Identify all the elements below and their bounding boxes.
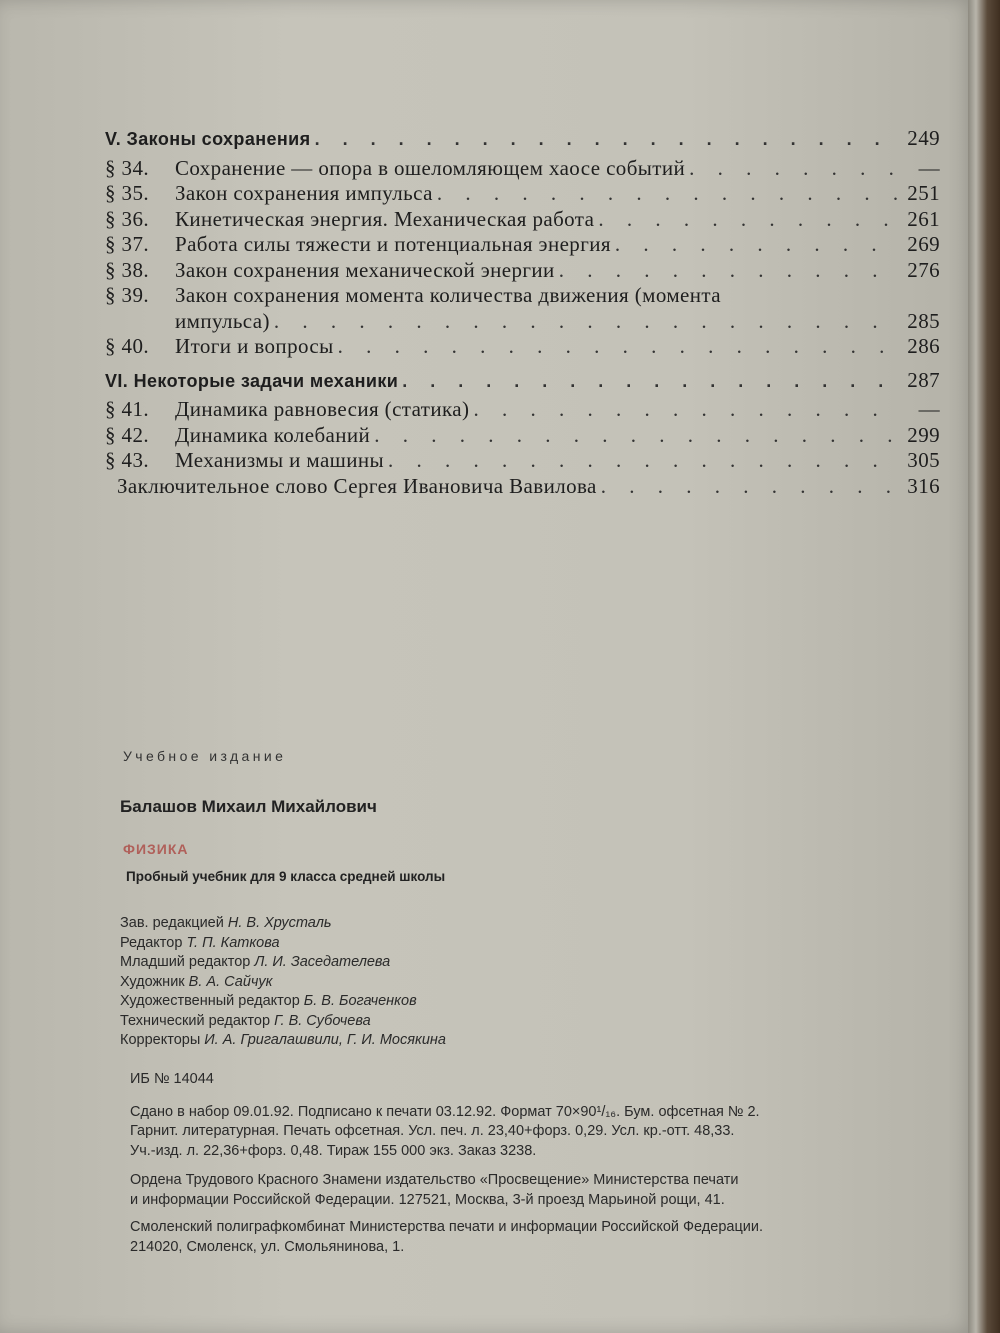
toc-entry-title: Закон сохранения импульса xyxy=(175,181,433,205)
toc-entry-title: Итоги и вопросы xyxy=(175,334,334,358)
credit-name: В. А. Сайчук xyxy=(188,973,273,990)
toc-page-number: 287 xyxy=(907,367,940,392)
dot-leader xyxy=(274,309,900,335)
credit-name: Г. В. Субочева xyxy=(274,1012,371,1029)
print-details-line: Сдано в набор 09.01.92. Подписано к печати 03.12.92. Формат 70×90¹/₁₆. Бум. офсетная № 2. xyxy=(130,1103,760,1120)
dot-leader xyxy=(338,334,900,360)
dot-leader xyxy=(559,258,900,284)
credit-name: Н. В. Хрусталь xyxy=(227,915,332,931)
toc-part-heading xyxy=(105,368,940,395)
dot-leader xyxy=(374,423,900,449)
section-number: § 38. xyxy=(105,257,149,282)
section-number: § 42. xyxy=(105,422,149,447)
credit-line xyxy=(120,914,900,934)
print-details xyxy=(130,1103,900,1162)
toc-entry xyxy=(105,474,940,500)
toc-entry-title: Работа силы тяжести и потенциальная энергия xyxy=(175,232,611,256)
toc-entry-title: Динамика колебаний xyxy=(175,422,371,447)
dot-leader xyxy=(388,448,900,474)
credit-role: Младший редактор xyxy=(120,954,251,970)
staff-credits xyxy=(120,914,900,1051)
credit-line xyxy=(120,1031,900,1051)
dot-leader xyxy=(689,156,900,182)
credit-role: Технический редактор xyxy=(120,1012,271,1029)
credit-name: Б. В. Богаченков xyxy=(303,993,417,1009)
toc-page-number: 269 xyxy=(907,232,940,256)
toc-part-heading xyxy=(105,126,940,153)
section-number: § 39. xyxy=(105,283,149,307)
toc-entry-title: Механизмы и машины xyxy=(175,448,385,472)
section-number: § 37. xyxy=(105,232,149,256)
section-number: § 36. xyxy=(105,206,149,231)
toc-entry xyxy=(105,156,940,182)
toc-page-number: 286 xyxy=(907,334,940,358)
toc-page-number: 316 xyxy=(907,473,940,498)
toc-entry xyxy=(105,334,940,360)
section-number: § 35. xyxy=(105,181,149,205)
toc-page-number: — xyxy=(918,397,940,421)
publisher-info xyxy=(130,1171,900,1210)
toc-entry-title: Сохранение — опора в ошеломляющем хаосе событий xyxy=(175,155,686,180)
credit-role: Зав. редакцией xyxy=(120,915,224,931)
dot-leader xyxy=(437,181,900,207)
toc-part-title: V. Законы сохранения xyxy=(105,129,311,149)
toc-entry xyxy=(105,397,940,423)
publisher-line: Ордена Трудового Красного Знамени издательство «Просвещение» Министерства печати xyxy=(130,1172,739,1188)
credit-line xyxy=(120,1012,900,1032)
toc-page-number: 261 xyxy=(907,206,940,231)
toc-page-number: 299 xyxy=(907,422,940,447)
credit-name: Т. П. Каткова xyxy=(186,934,280,951)
toc-page-number: — xyxy=(918,155,940,180)
publisher-line: и информации Российской Федерации. 127521, Москва, 3-й проезд Марьиной рощи, 41. xyxy=(130,1191,725,1208)
section-number: § 34. xyxy=(105,155,149,180)
section-number: § 40. xyxy=(105,334,149,358)
edition-type: Учебное издание xyxy=(123,748,287,764)
toc-entry xyxy=(105,181,940,207)
toc-page-number: 285 xyxy=(907,308,940,333)
credit-name: Л. И. Заседателева xyxy=(254,954,391,970)
toc-page-number: 276 xyxy=(907,257,940,282)
toc-entry-title: Закон сохранения механической энергии xyxy=(175,257,555,282)
printer-line: 214020, Смоленск, ул. Смольянинова, 1. xyxy=(130,1238,405,1255)
toc-entry-title: Динамика равновесия (статика) xyxy=(175,397,470,421)
toc-part-title: VI. Некоторые задачи механики xyxy=(105,370,399,391)
credit-role: Редактор xyxy=(120,934,183,951)
dot-leader xyxy=(315,127,900,153)
toc-entry-title: Кинетическая энергия. Механическая работа xyxy=(175,206,595,231)
printer-info xyxy=(130,1218,900,1257)
toc-page-number: 249 xyxy=(907,126,940,150)
page-edge xyxy=(968,0,1000,1333)
credit-role: Художественный редактор xyxy=(120,993,300,1009)
printer-line: Смоленский полиграфкомбинат Министерства печати и информации Российской Федерации. xyxy=(130,1219,763,1235)
book-title: ФИЗИКА xyxy=(123,841,189,857)
credit-name: И. А. Григалашвили, Г. И. Мосякина xyxy=(204,1032,446,1048)
dot-leader xyxy=(601,474,900,500)
toc-entry xyxy=(105,423,940,449)
section-number: § 43. xyxy=(105,448,149,472)
imprint-block xyxy=(120,748,900,1257)
credit-line xyxy=(120,934,900,954)
print-details-line: Уч.-изд. л. 22,36+форз. 0,48. Тираж 155 000 экз. Заказ 3238. xyxy=(130,1142,537,1159)
table-of-contents xyxy=(105,126,940,499)
book-subtitle: Пробный учебник для 9 класса средней школы xyxy=(126,869,446,884)
author-name: Балашов Михаил Михайлович xyxy=(120,797,377,816)
toc-entry-title-continued: импульса) xyxy=(175,308,270,333)
toc-entry-title: Закон сохранения момента количества движения (момента xyxy=(175,283,721,307)
toc-entry xyxy=(105,207,940,233)
dot-leader xyxy=(473,397,900,423)
toc-entry xyxy=(105,448,940,474)
section-number: § 41. xyxy=(105,397,149,421)
credit-role: Корректоры xyxy=(120,1032,201,1048)
toc-entry-title: Заключительное слово Сергея Ивановича Вавилова xyxy=(117,473,597,498)
toc-entry-continuation xyxy=(105,309,940,335)
dot-leader xyxy=(402,369,900,395)
credit-line xyxy=(120,973,900,993)
credit-role: Художник xyxy=(120,973,185,990)
credit-line xyxy=(120,953,900,973)
toc-page-number: 305 xyxy=(907,448,940,472)
dot-leader xyxy=(598,207,900,233)
toc-page-number: 251 xyxy=(907,181,940,205)
print-details-line: Гарнит. литературная. Печать офсетная. Усл. печ. л. 23,40+форз. 0,29. Усл. кр.-отт. 48,33. xyxy=(130,1123,735,1139)
ib-number: ИБ № 14044 xyxy=(130,1070,214,1087)
dot-leader xyxy=(615,232,900,258)
toc-entry xyxy=(105,283,940,309)
toc-entry xyxy=(105,258,940,284)
credit-line xyxy=(120,992,900,1012)
toc-entry xyxy=(105,232,940,258)
